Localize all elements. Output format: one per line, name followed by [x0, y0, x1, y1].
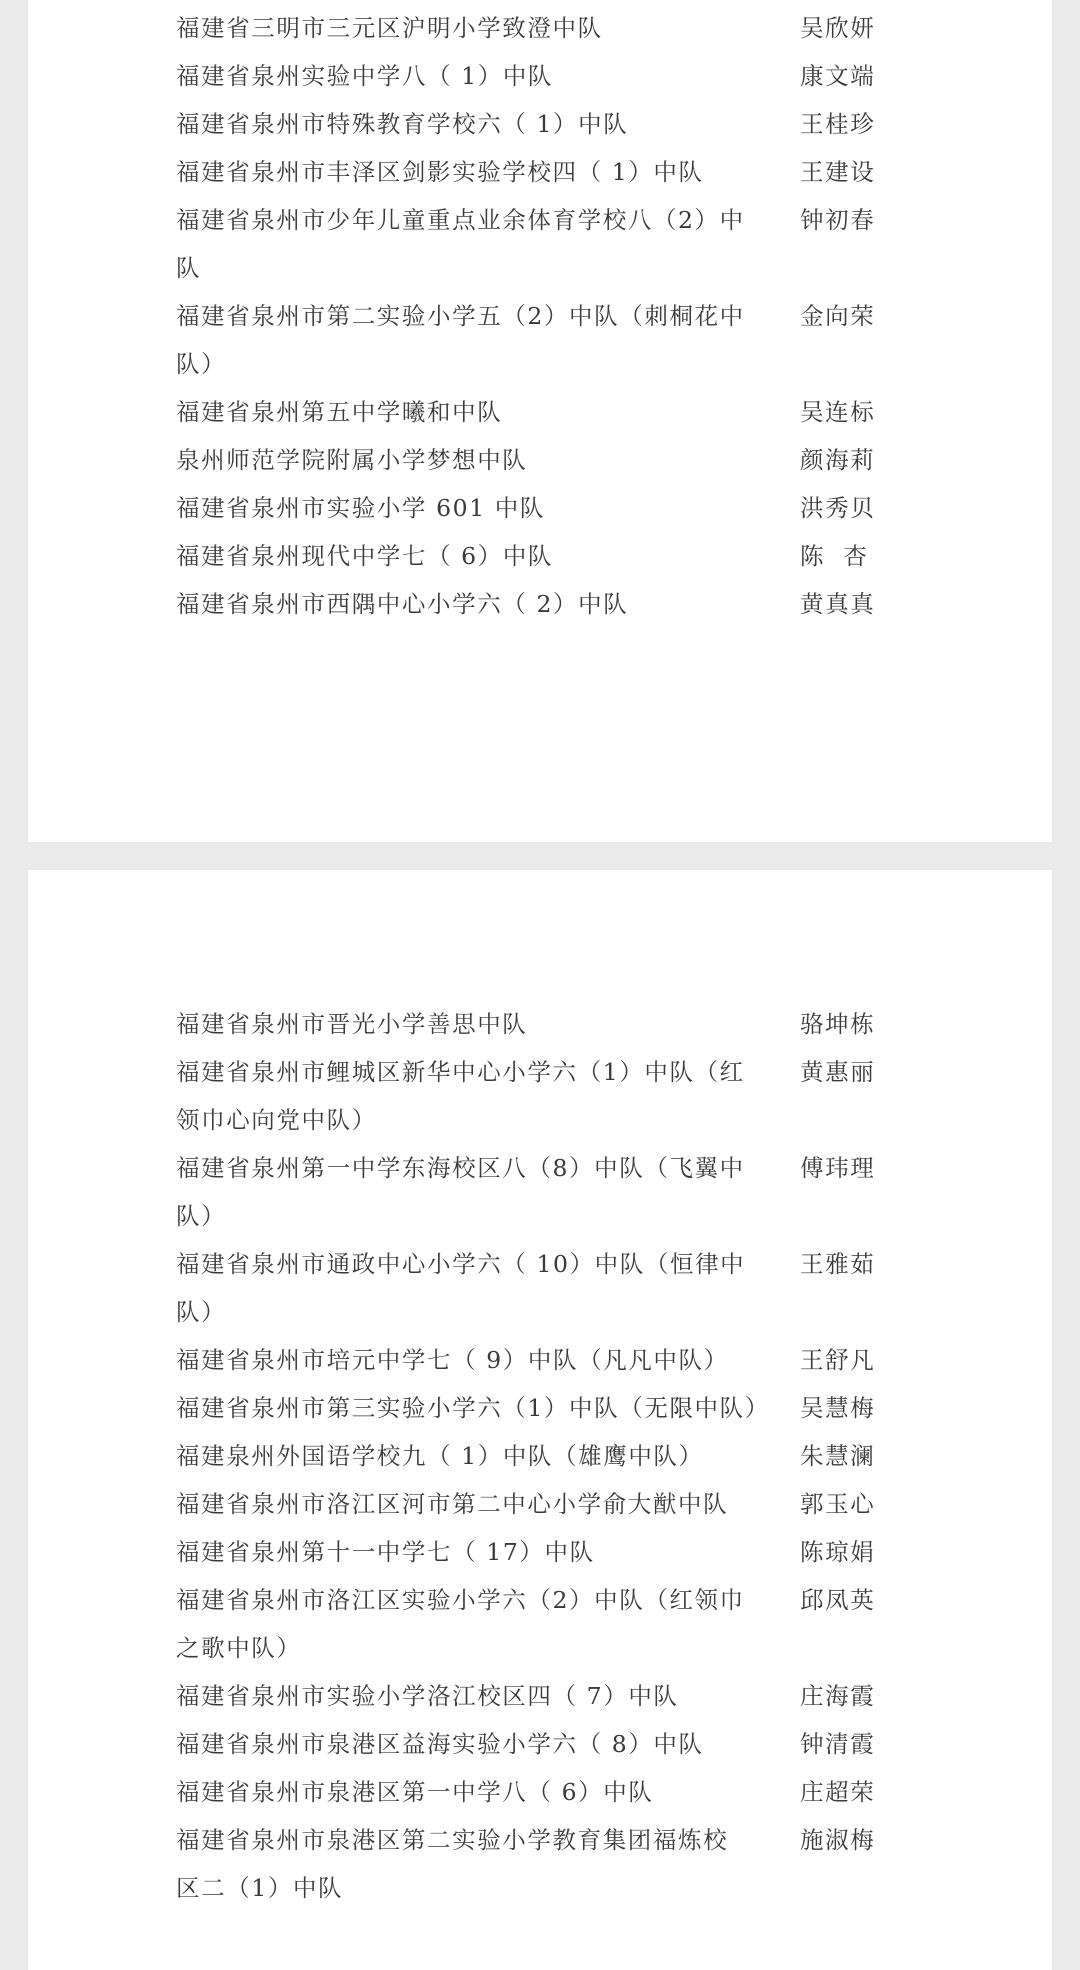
person-name: 傅玮理	[800, 1154, 876, 1182]
person-name: 王桂珍	[800, 110, 876, 138]
unit-name: 福建省泉州市西隅中心小学六（ 2）中队	[176, 590, 629, 618]
unit-name: 福建省泉州市少年儿童重点业余体育学校八（2）中 队	[176, 206, 745, 282]
unit-name: 福建省泉州市特殊教育学校六（ 1）中队	[176, 110, 629, 138]
person-name: 庄海霞	[800, 1682, 876, 1710]
unit-name: 福建省泉州市洛江区河市第二中心小学俞大猷中队	[176, 1490, 729, 1518]
person-name: 钟清霞	[800, 1730, 876, 1758]
unit-name: 福建省三明市三元区沪明小学致澄中队	[176, 14, 603, 42]
person-name: 王雅茹	[800, 1250, 876, 1278]
unit-name: 福建省泉州市泉港区益海实验小学六（ 8）中队	[176, 1730, 704, 1758]
person-name: 吴连标	[800, 398, 876, 426]
person-name: 朱慧澜	[800, 1442, 876, 1470]
unit-name: 福建省泉州市通政中心小学六（ 10）中队（恒律中 队）	[176, 1250, 746, 1326]
unit-name: 福建省泉州市晋光小学善思中队	[176, 1010, 528, 1038]
person-name: 吴欣妍	[800, 14, 876, 42]
person-name: 金向荣	[800, 302, 876, 330]
unit-name: 福建省泉州市泉港区第一中学八（ 6）中队	[176, 1778, 654, 1806]
unit-name: 福建省泉州第一中学东海校区八（8）中队（飞翼中 队）	[176, 1154, 745, 1230]
person-name: 骆坤栋	[800, 1010, 876, 1038]
unit-name: 福建省泉州市泉港区第二实验小学教育集团福炼校 区二（1）中队	[176, 1826, 729, 1902]
person-name: 郭玉心	[800, 1490, 876, 1518]
person-name: 洪秀贝	[800, 494, 876, 522]
unit-name: 福建省泉州市丰泽区剑影实验学校四（ 1）中队	[176, 158, 704, 186]
person-name: 黄真真	[800, 590, 876, 618]
unit-name: 福建省泉州市培元中学七（ 9）中队（凡凡中队）	[176, 1346, 729, 1374]
unit-name: 福建省泉州第五中学曦和中队	[176, 398, 503, 426]
person-name: 陈琼娟	[800, 1538, 876, 1566]
unit-name: 福建省泉州第十一中学七（ 17）中队	[176, 1538, 595, 1566]
person-name: 黄惠丽	[800, 1058, 876, 1086]
unit-name: 福建省泉州市实验小学洛江校区四（ 7）中队	[176, 1682, 679, 1710]
unit-name: 福建省泉州市鲤城区新华中心小学六（1）中队（红 领巾心向党中队）	[176, 1058, 745, 1134]
person-name: 吴慧梅	[800, 1394, 876, 1422]
person-name: 王舒凡	[800, 1346, 876, 1374]
unit-name: 福建泉州外国语学校九（ 1）中队（雄鹰中队）	[176, 1442, 704, 1470]
unit-name: 泉州师范学院附属小学梦想中队	[176, 446, 528, 474]
document-page	[28, 870, 1052, 1970]
unit-name: 福建省泉州市洛江区实验小学六（2）中队（红领巾 之歌中队）	[176, 1586, 745, 1662]
person-name: 庄超荣	[800, 1778, 876, 1806]
person-name: 施淑梅	[800, 1826, 876, 1854]
person-name: 颜海莉	[800, 446, 876, 474]
person-name: 邱凤英	[800, 1586, 876, 1614]
unit-name: 福建省泉州现代中学七（ 6）中队	[176, 542, 554, 570]
person-name: 康文端	[800, 62, 876, 90]
document-page	[28, 0, 1052, 842]
person-name: 陈 杏	[800, 542, 869, 570]
unit-name: 福建省泉州市第二实验小学五（2）中队（刺桐花中 队）	[176, 302, 745, 378]
unit-name: 福建省泉州实验中学八（ 1）中队	[176, 62, 554, 90]
person-name: 王建设	[800, 158, 876, 186]
unit-name: 福建省泉州市实验小学 601 中队	[176, 494, 545, 522]
unit-name: 福建省泉州市第三实验小学六（1）中队（无限中队）	[176, 1394, 770, 1422]
person-name: 钟初春	[800, 206, 876, 234]
